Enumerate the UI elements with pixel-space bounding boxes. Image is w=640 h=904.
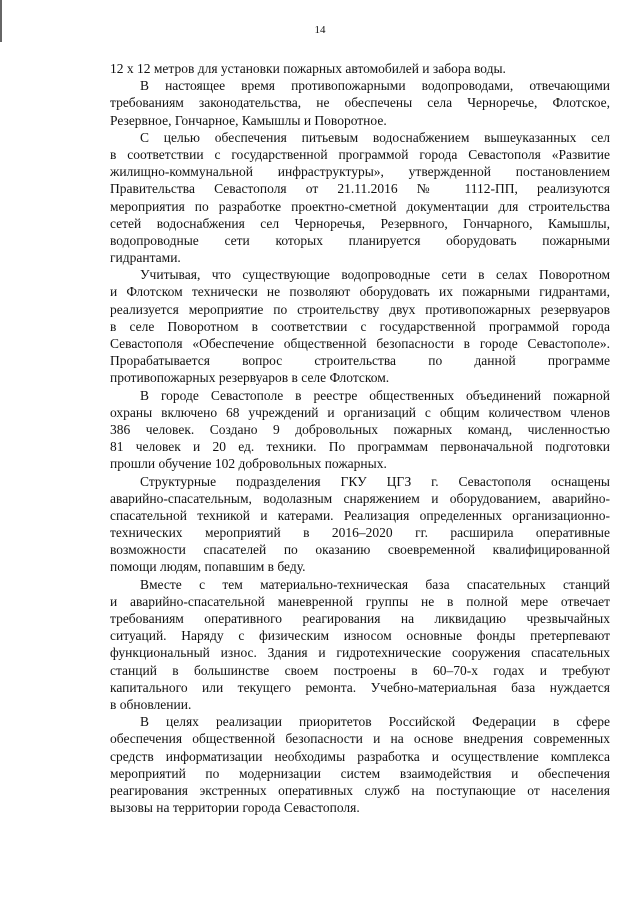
text-line: требованиям законодательства, не обеспечены села Черноречье, Флотское, (110, 95, 610, 111)
paragraph (110, 266, 610, 386)
text-line: В городе Севастополе в реестре общественных объединений пожарной (140, 387, 610, 403)
text-line: мероприятий по модернизации систем взаимодействия и обеспечения (110, 765, 610, 781)
text-line: Резервное, Гончарное, Камышлы и Поворотное. (110, 112, 387, 128)
text-line: 81 человек и 20 ед. техники. По программам первоначальной подготовки (110, 439, 610, 455)
text-line: С целью обеспечения питьевым водоснабжением вышеуказанных сел (140, 129, 610, 145)
text-line: реагирования экстренных оперативных служб на поступающие от населения (110, 782, 610, 798)
text-line: спасательной техникой и катерами. Реализация определенных организационно- (110, 507, 610, 523)
text-line: в селе Поворотном в соответствии с государственной программой города (110, 318, 610, 334)
text-line: сетей водоснабжения сел Черноречья, Резервного, Гончарного, Камышлы, (110, 215, 610, 231)
text-line: В настоящее время противопожарными водопроводами, отвечающими (140, 78, 610, 94)
paragraph (110, 387, 610, 473)
paragraph (110, 77, 610, 129)
text-line: 12 x 12 метров для установки пожарных автомобилей и забора воды. (110, 61, 506, 76)
text-line: помощи людям, попавшим в беду. (110, 559, 306, 575)
text-line: в обновлении. (110, 696, 192, 712)
text-line: Правительства Севастополя от 21.11.2016 № 1112-ПП, реализуются (110, 181, 610, 197)
paragraph (110, 129, 610, 267)
text-line: и Флотском технически не позволяют оборудовать их пожарными гидрантами, (110, 284, 610, 300)
text-line: охраны включено 68 учреждений и организаций с общим количеством членов (110, 404, 610, 420)
text-line: вызовы на территории города Севастополя. (110, 800, 360, 816)
text-line: реализуется мероприятие по строительству двух противопожарных резервуаров (110, 301, 610, 317)
text-line: станций в большинстве своем построены в 60–70-х годах и требуют (110, 662, 610, 678)
text-line: и аварийно-спасательной маневренной группы не в полной мере отвечает (110, 593, 610, 609)
text-line: средств информатизации необходимы разработка и осуществление комплекса (110, 748, 610, 764)
text-line: функциональный износ. Здания и гидротехнические сооружения спасательных (110, 645, 610, 661)
paragraph (110, 473, 610, 576)
text-line: противопожарных резервуаров в селе Флотском. (110, 370, 390, 386)
document-body (110, 60, 610, 816)
text-line: В целях реализации приоритетов Российской Федерации в сфере (140, 714, 610, 730)
page-number: 14 (314, 24, 326, 36)
paragraph (110, 576, 610, 714)
text-line: Севастополя «Обеспечение общественной безопасности в городе Севастополе». (110, 336, 610, 351)
text-line: в соответствии с государственной программой города Севастополя «Развитие (110, 146, 610, 162)
text-line: Прорабатывается вопрос строительства по данной программе (110, 353, 610, 369)
text-line: технических мероприятий в 2016–2020 гг. расширила оперативные (110, 525, 610, 541)
text-line: капитального или текущего ремонта. Учебно-материальная база нуждается (110, 679, 610, 695)
text-line: аварийно-спасательным, водолазным снаряжением и оборудованием, аварийно- (110, 490, 610, 506)
text-line: 386 человек. Создано 9 добровольных пожарных команд, численностью (110, 421, 610, 437)
text-line: жилищно-коммунальной инфраструктуры», утвержденной постановлением (110, 164, 610, 180)
text-line: требованиям оперативного реагирования на ликвидацию чрезвычайных (110, 611, 610, 626)
text-line: водопроводные сети которых планируется оборудовать пожарными (110, 232, 610, 248)
text-line: Структурные подразделения ГКУ ЦГЗ г. Севастополя оснащены (140, 473, 610, 489)
text-line: прошли обучение 102 добровольных пожарных. (110, 456, 387, 472)
text-line: ситуаций. Наряду с физическим износом основные фонды претерпевают (110, 628, 610, 644)
text-line: Вместе с тем материально-техническая база спасательных станций (140, 576, 610, 592)
text-line: мероприятия по разработке проектно-сметной документации для строительства (110, 198, 610, 214)
text-line: гидрантами. (110, 250, 181, 266)
text-line: возможности спасателей по оказанию своевременной квалифицированной (110, 542, 610, 558)
paragraph (110, 60, 610, 77)
text-line: обеспечения общественной безопасности и на основе внедрения современных (110, 731, 610, 747)
text-line: Учитывая, что существующие водопроводные сети в селах Поворотном (140, 267, 610, 283)
paragraph (110, 713, 610, 816)
